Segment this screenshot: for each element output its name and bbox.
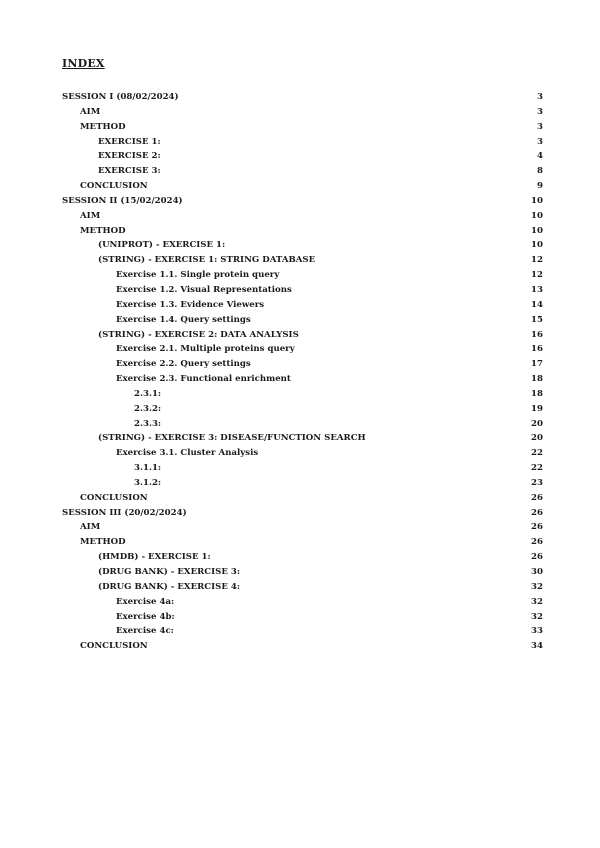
toc-entry-page-number: 32 [531, 596, 543, 607]
toc-entry-label: METHOD [80, 225, 126, 236]
toc-entry-page-number: 20 [531, 418, 543, 429]
toc-entry-page-number: 34 [531, 641, 543, 652]
toc-entry-page-number: 10 [531, 225, 543, 236]
toc-entry-label: Exercise 1.3. Evidence Viewers [116, 299, 265, 310]
toc-entry-page-number: 9 [537, 181, 543, 192]
toc-entry-label: Exercise 4a: [116, 596, 175, 607]
toc-entry-page-number: 26 [531, 507, 543, 518]
table-of-contents [62, 90, 543, 654]
toc-entry-label: 3.1.2: [134, 477, 162, 488]
toc-entry[interactable] [62, 402, 543, 417]
toc-entry-page-number: 17 [531, 359, 543, 370]
toc-entry-label: AIM [80, 106, 101, 117]
toc-entry-label: 2.3.3: [134, 418, 162, 429]
toc-entry-label: Exercise 4c: [116, 626, 174, 637]
toc-entry[interactable] [62, 298, 543, 313]
toc-entry-label: Exercise 2.3. Functional enrichment [116, 374, 291, 385]
toc-entry-label: Exercise 2.1. Multiple proteins query [116, 344, 295, 355]
toc-entry-page-number: 10 [531, 240, 543, 251]
toc-entry[interactable] [62, 610, 543, 625]
toc-entry-label: CONCLUSION [80, 181, 148, 192]
toc-entry-label: CONCLUSION [80, 492, 148, 503]
toc-entry-page-number: 3 [537, 92, 543, 102]
toc-entry[interactable] [62, 253, 543, 268]
toc-entry[interactable] [62, 135, 543, 150]
toc-entry[interactable] [62, 194, 543, 209]
toc-entry-page-number: 20 [531, 433, 543, 444]
toc-entry[interactable] [62, 328, 543, 343]
toc-entry[interactable] [62, 387, 543, 402]
toc-entry-page-number: 12 [531, 270, 543, 281]
toc-entry[interactable] [62, 357, 543, 372]
toc-entry-page-number: 23 [531, 477, 543, 488]
toc-entry[interactable] [62, 224, 543, 239]
toc-entry-label: (DRUG BANK) - EXERCISE 4: [98, 581, 241, 592]
toc-entry[interactable] [62, 520, 543, 535]
toc-entry[interactable] [62, 120, 543, 135]
toc-entry-label: 2.3.2: [134, 403, 162, 414]
toc-entry[interactable] [62, 461, 543, 476]
toc-entry-page-number: 14 [531, 299, 543, 310]
toc-entry-page-number: 15 [531, 314, 543, 325]
toc-entry-label: (STRING) - EXERCISE 1: STRING DATABASE [98, 255, 316, 266]
toc-entry-label: Exercise 3.1. Cluster Analysis [116, 448, 259, 459]
toc-entry-label: (HMDB) - EXERCISE 1: [98, 552, 211, 563]
toc-entry[interactable] [62, 179, 543, 194]
toc-entry[interactable] [62, 491, 543, 506]
toc-entry[interactable] [62, 476, 543, 491]
index-title: INDEX [62, 57, 105, 70]
toc-entry-label: Exercise 1.1. Single protein query [116, 270, 280, 281]
toc-entry-page-number: 13 [531, 284, 543, 295]
toc-entry-page-number: 16 [531, 344, 543, 355]
toc-entry-label: Exercise 2.2. Query settings [116, 359, 251, 370]
toc-entry-label: Exercise 1.4. Query settings [116, 314, 251, 325]
toc-entry[interactable] [62, 431, 543, 446]
toc-entry[interactable] [62, 105, 543, 120]
toc-entry-page-number: 10 [531, 195, 543, 206]
toc-entry-label: (DRUG BANK) - EXERCISE 3: [98, 567, 241, 577]
toc-entry-label: 2.3.1: [134, 388, 162, 399]
toc-entry[interactable] [62, 506, 543, 521]
toc-entry-page-number: 12 [531, 255, 543, 266]
toc-entry-page-number: 3 [537, 121, 543, 132]
toc-entry-label: (STRING) - EXERCISE 2: DATA ANALYSIS [98, 329, 299, 340]
toc-entry-label: CONCLUSION [80, 641, 148, 652]
toc-entry-page-number: 26 [531, 537, 543, 548]
toc-entry[interactable] [62, 446, 543, 461]
toc-entry-page-number: 26 [531, 522, 543, 533]
toc-entry-page-number: 19 [531, 403, 543, 414]
toc-entry-label: METHOD [80, 121, 126, 132]
toc-entry-label: SESSION II (15/02/2024) [62, 195, 183, 206]
toc-entry-page-number: 3 [537, 136, 543, 147]
toc-entry[interactable] [62, 550, 543, 565]
toc-entry[interactable] [62, 342, 543, 357]
toc-entry[interactable] [62, 565, 543, 580]
toc-entry-page-number: 18 [531, 374, 543, 385]
toc-entry-page-number: 22 [531, 448, 543, 459]
toc-entry-label: (UNIPROT) - EXERCISE 1: [98, 240, 226, 251]
toc-entry[interactable] [62, 149, 543, 164]
toc-entry[interactable] [62, 639, 543, 654]
toc-entry-label: EXERCISE 2: [98, 151, 161, 162]
toc-entry[interactable] [62, 580, 543, 595]
toc-entry[interactable] [62, 268, 543, 283]
toc-entry-label: Exercise 1.2. Visual Representations [116, 284, 292, 295]
toc-entry[interactable] [62, 283, 543, 298]
toc-entry[interactable] [62, 372, 543, 387]
toc-entry-page-number: 4 [537, 151, 543, 162]
toc-entry-page-number: 33 [531, 626, 543, 637]
toc-entry-label: AIM [80, 522, 101, 533]
toc-entry-page-number: 8 [537, 166, 543, 177]
toc-entry[interactable] [62, 417, 543, 432]
toc-entry-page-number: 32 [531, 611, 543, 622]
toc-entry-page-number: 18 [531, 388, 543, 399]
toc-entry[interactable] [62, 595, 543, 610]
toc-entry-label: Exercise 4b: [116, 611, 175, 622]
toc-entry-label: SESSION III (20/02/2024) [62, 507, 187, 518]
toc-entry[interactable] [62, 535, 543, 550]
toc-entry-label: (STRING) - EXERCISE 3: DISEASE/FUNCTION SEARCH [98, 433, 366, 444]
toc-entry-page-number: 26 [531, 492, 543, 503]
toc-entry-label: AIM [80, 210, 101, 221]
toc-entry-page-number: 22 [531, 463, 543, 474]
toc-entry-label: SESSION I (08/02/2024) [62, 92, 179, 102]
toc-entry-page-number: 30 [531, 567, 543, 577]
toc-entry-label: EXERCISE 3: [98, 166, 161, 177]
toc-entry[interactable] [62, 624, 543, 639]
toc-entry-label: METHOD [80, 537, 126, 548]
toc-entry-page-number: 10 [531, 210, 543, 221]
toc-entry[interactable] [62, 164, 543, 179]
toc-entry[interactable] [62, 90, 543, 105]
toc-entry-page-number: 26 [531, 552, 543, 563]
toc-entry[interactable] [62, 313, 543, 328]
toc-entry-page-number: 32 [531, 581, 543, 592]
toc-entry[interactable] [62, 209, 543, 224]
toc-entry-page-number: 16 [531, 329, 543, 340]
toc-entry-label: EXERCISE 1: [98, 136, 161, 147]
toc-entry-label: 3.1.1: [134, 463, 162, 474]
toc-entry-page-number: 3 [537, 106, 543, 117]
toc-entry[interactable] [62, 238, 543, 253]
